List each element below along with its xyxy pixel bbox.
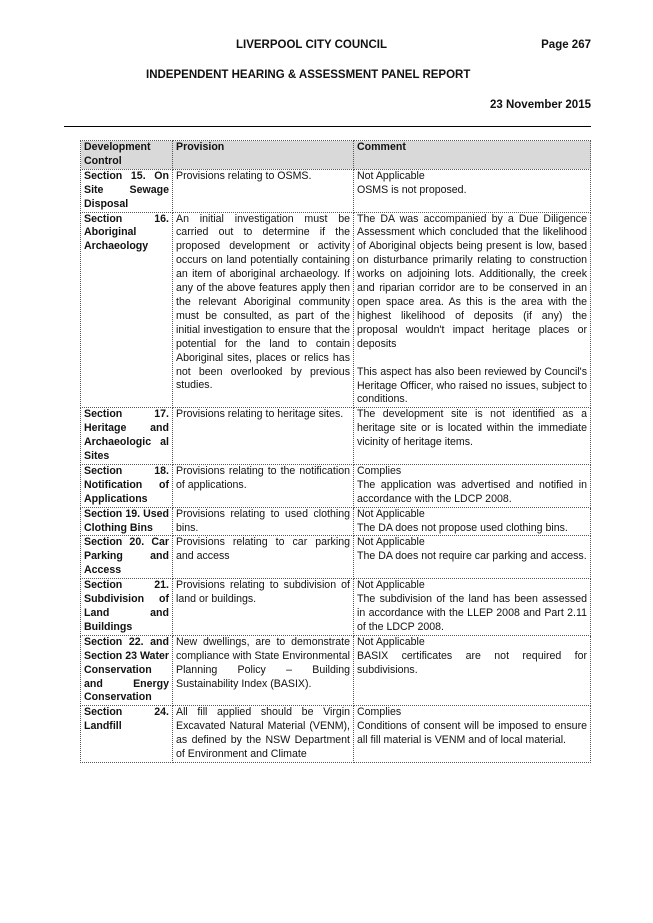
table-row [81, 706, 591, 763]
table-row [81, 579, 591, 636]
provision-text: Provisions relating to OSMS. [176, 169, 312, 182]
control-cell: Section 19. Used Clothing Bins [81, 507, 173, 536]
table-row [81, 464, 591, 507]
comment-line: OSMS is not proposed. [357, 183, 467, 196]
control-cell: Section 16. Aboriginal Archaeology [81, 212, 173, 408]
provision-text: Provisions relating to car parking and access [176, 536, 350, 563]
comment-line: The development site is not identified as a heritage site or is located within the immediate vicinity of heritage items. [357, 408, 587, 449]
comment-line: The DA does not require car parking and access. [357, 550, 587, 563]
council-name: LIVERPOOL CITY COUNCIL [236, 39, 388, 51]
provision-cell [173, 464, 354, 507]
control-cell: Section 18. Notification of Applications [81, 464, 173, 507]
comment-line: Conditions of consent will be imposed to ensure all fill material is VENM and of local material. [357, 720, 587, 747]
table-row [81, 212, 591, 408]
column-header-comment: Comment [354, 141, 591, 170]
table-header-row [81, 141, 591, 170]
comment-line: The subdivision of the land has been assessed in accordance with the LLEP 2008 and Part 2.11 of the LDCP 2008. [357, 593, 587, 633]
comment-line: Not Applicable [357, 169, 425, 182]
provision-cell [173, 507, 354, 536]
table-row [81, 536, 591, 579]
comment-cell [354, 408, 591, 465]
control-cell: Section 17. Heritage and Archaeologic al Sites [81, 408, 173, 465]
comment-cell [354, 635, 591, 706]
control-cell: Section 15. On Site Sewage Disposal [81, 169, 173, 212]
control-cell: Section 21. Subdivision of Land and Buildings [81, 579, 173, 636]
provision-text: An initial investigation must be carried out to determine if the proposed development or activity occurs on land potentially containing an item of aboriginal archaeology. If any of the above features apply then the relevant Aboriginal community must be consulted, as part of the initial investigation to ensure that the potential for the land to contain Aboriginal sites, places or relics has not been overlooked by previous studies. [176, 212, 350, 392]
control-cell: Section 22. and Section 23 Water Conservation and Energy Conservation [81, 635, 173, 706]
table-row [81, 635, 591, 706]
provision-text: New dwellings, are to demonstrate compliance with State Environmental Planning Policy – Building Sustainability Index (BASIX). [176, 635, 350, 690]
comment-line: Complies [357, 464, 402, 477]
provision-text: Provisions relating to heritage sites. [176, 408, 344, 421]
provision-cell [173, 536, 354, 579]
comment-line: BASIX certificates are not required for subdivisions. [357, 649, 587, 676]
comment-cell [354, 212, 591, 408]
provision-cell [173, 169, 354, 212]
comment-line: Not Applicable [357, 536, 425, 549]
table-row [81, 169, 591, 212]
control-cell: Section 20. Car Parking and Access [81, 536, 173, 579]
comment-line: Complies [357, 706, 402, 719]
provision-text: Provisions relating to subdivision of land or buildings. [176, 579, 350, 606]
provision-text: Provisions relating to used clothing bins. [176, 507, 350, 534]
provision-text: All fill applied should be Virgin Excavated Natural Material (VENM), as defined by the NSW Department of Environment and Climate [176, 706, 350, 761]
comment-line: This aspect has also been reviewed by Council's Heritage Officer, who raised no issues, subject to conditions. [357, 365, 587, 406]
report-title: INDEPENDENT HEARING & ASSESSMENT PANEL REPORT [146, 69, 471, 81]
page-number: Page 267 [541, 39, 591, 51]
comment-cell [354, 579, 591, 636]
comment-line: The DA does not propose used clothing bins. [357, 521, 568, 534]
provision-cell [173, 706, 354, 763]
comment-cell [354, 536, 591, 579]
development-control-table [80, 140, 591, 763]
header-divider [64, 126, 591, 127]
comment-line: The application was advertised and notified in accordance with the LDCP 2008. [357, 478, 587, 505]
table-row [81, 408, 591, 465]
report-date: 23 November 2015 [489, 99, 591, 111]
column-header-provision: Provision [173, 141, 354, 170]
provision-cell [173, 212, 354, 408]
comment-line: Not Applicable [357, 579, 425, 592]
provision-cell [173, 408, 354, 465]
comment-line: The DA was accompanied by a Due Diligence Assessment which concluded that the likelihood of Aboriginal objects being present is low, based on disturbance primarily relating to construction works on adjoining lots. Additionally, the creek and riparian corridor are to be conserved in an open space area. As this is the area with the highest likelihood of deposits (if any) the proposal wouldn't impact heritage places or deposits [357, 212, 587, 350]
control-cell: Section 24. Landfill [81, 706, 173, 763]
comment-line: Not Applicable [357, 507, 425, 520]
comment-line: Not Applicable [357, 635, 425, 648]
comment-cell [354, 464, 591, 507]
provision-cell [173, 635, 354, 706]
provision-cell [173, 579, 354, 636]
table-row [81, 507, 591, 536]
comment-line [357, 352, 587, 366]
comment-cell [354, 169, 591, 212]
provision-text: Provisions relating to the notification of applications. [176, 464, 350, 491]
comment-cell [354, 507, 591, 536]
column-header-control: Development Control [81, 141, 173, 170]
comment-cell [354, 706, 591, 763]
